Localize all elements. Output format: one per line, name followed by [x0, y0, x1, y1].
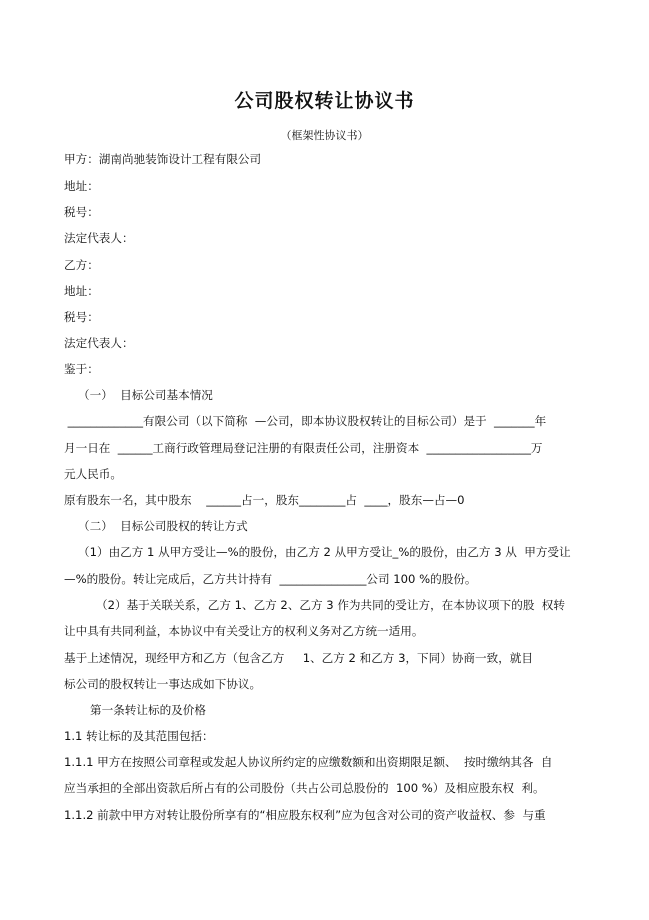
document-subtitle: （框架性协议书） — [280, 129, 369, 142]
section2-heading: （二） 目标公司股权的转让方式 — [78, 519, 248, 533]
clause-1-1: 1.1 转让标的及其范围包括： — [64, 729, 214, 743]
party-b-tax-no: 税号： — [64, 310, 99, 324]
party-b-address: 地址： — [64, 284, 99, 298]
whereas-label: 鉴于： — [64, 362, 99, 376]
party-a-tax-no: 税号： — [64, 205, 99, 219]
conclusion-line2: 标公司的股权转让一事达成如下协议。 — [64, 677, 262, 691]
section2-item2-line2: 让中具有共同利益，本协议中有关受让方的权利义务对乙方统一适用。 — [64, 624, 424, 638]
article1-heading: 第一条转让标的及价格 — [90, 703, 206, 717]
section1-shareholders: 原有股东一名，其中股东 ______占一，股东________占 ____，股东—占—0 — [64, 493, 465, 507]
clause-1-1-1-line2: 应当承担的全部出资款后所占有的公司股份（共占公司总股份的 100 %）及相应股东权 利。 — [64, 781, 545, 795]
clause-1-1-1-line1: 1.1.1 甲方在按照公司章程或发起人协议所约定的应缴数额和出资期限足额、 按时缴纳其各 自 — [64, 755, 553, 769]
section2-item2-line1: （2）基于关联关系，乙方 1、乙方 2、乙方 3 作为共同的受让方，在本协议项下的股 权转 — [96, 598, 565, 612]
conclusion-line1: 基于上述情况，现经甲方和乙方（包含乙方 1、乙方 2 和乙方 3，下同）协商一致，就目 — [64, 651, 533, 665]
party-a-address: 地址： — [64, 179, 99, 193]
document-title: 公司股权转让协议书 — [234, 90, 415, 112]
section1-para-line2: 月一日在 ______工商行政管理局登记注册的有限责任公司，注册资本 __________________万 — [64, 441, 543, 455]
section1-para-line1: _____________有限公司（以下简称 —公司，即本协议股权转让的目标公司）是于 _______年 — [64, 414, 547, 428]
section1-para-line3: 元人民币。 — [64, 467, 122, 481]
party-a-legal-rep: 法定代表人： — [64, 231, 134, 245]
party-a-name: 甲方：湖南尚驰装饰设计工程有限公司 — [64, 152, 262, 166]
section1-heading: （一） 目标公司基本情况 — [78, 388, 213, 402]
section2-item1-line1: （1）由乙方 1 从甲方受让—%的股份，由乙方 2 从甲方受让_%的股份，由乙方 3 从 甲方受让 — [78, 545, 571, 559]
clause-1-1-2-line1: 1.1.2 前款中甲方对转让股份所享有的“相应股东权利”应为包含对公司的资产收益权、参 与重 — [64, 808, 546, 822]
party-b-legal-rep: 法定代表人： — [64, 336, 134, 350]
section2-item1-line2: —%的股份。转让完成后，乙方共计持有 _______________公司 100 %的股份。 — [64, 572, 477, 586]
party-b-name: 乙方： — [64, 258, 99, 272]
